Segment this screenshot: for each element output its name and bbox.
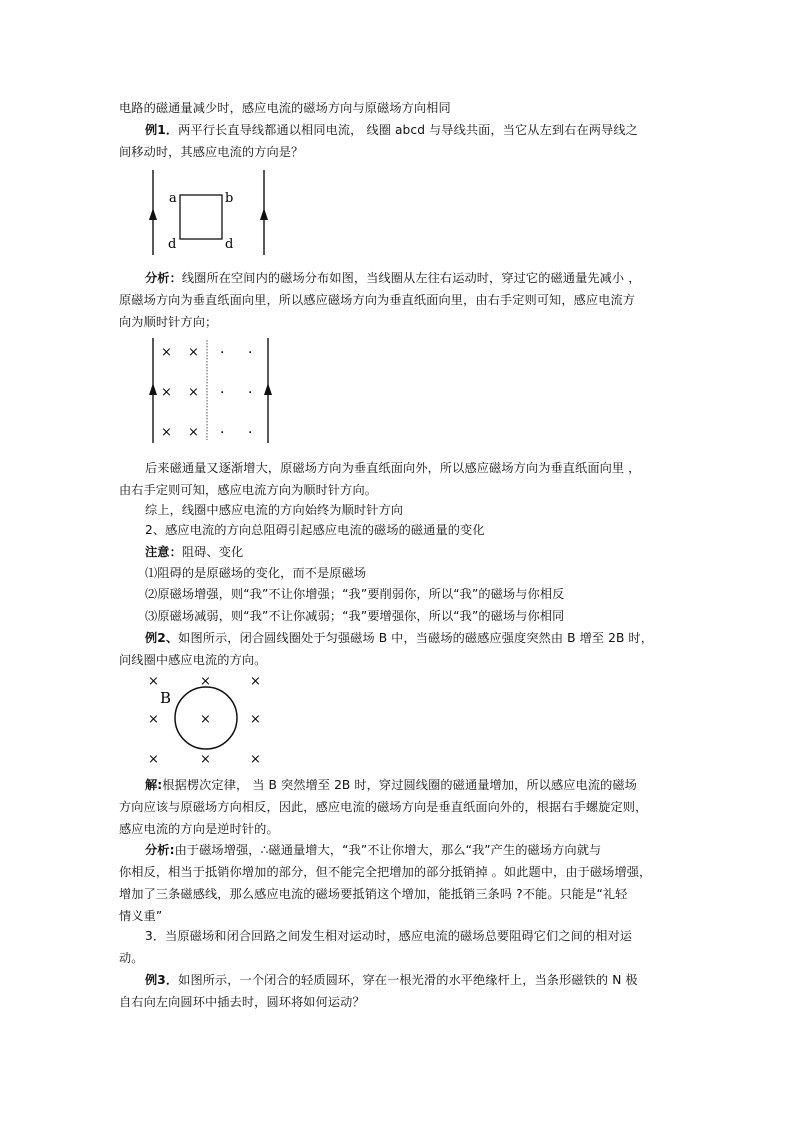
example-label: 例3． bbox=[145, 973, 179, 987]
text-line: 动。 bbox=[119, 951, 144, 965]
dot-mark: · bbox=[220, 345, 225, 361]
analysis-2: 分析:由于磁场增强，∴磁通量增大，“我”不让你增大，那么“我”产生的磁场方向就与 bbox=[145, 843, 602, 857]
figure-two-wires-coil bbox=[140, 165, 280, 260]
dot-mark: · bbox=[248, 385, 253, 401]
text-line: 自右向左向圆环中插去时，圆环将如何运动？ bbox=[119, 995, 365, 1009]
cross-mark: × bbox=[161, 345, 172, 360]
text-line: 综上，线圈中感应电流的方向始终为顺时针方向 bbox=[145, 503, 404, 517]
text-line: ⑵原磁场增强，则“我”不让你增强；“我”要削弱你，所以“我”的磁场与你相反 bbox=[145, 587, 565, 601]
solution: 解:根据楞次定律， 当 B 突然增至 2B 时，穿过圆线圈的磁通量增加，所以感应电流的磁场 bbox=[145, 778, 637, 792]
dot-mark: · bbox=[248, 345, 253, 361]
cross-mark: × bbox=[250, 752, 261, 767]
cross-mark: × bbox=[188, 425, 199, 440]
example-label: 例1． bbox=[145, 123, 179, 137]
dot-mark: · bbox=[248, 425, 253, 441]
corner-label-a: a bbox=[169, 191, 177, 206]
example-2: 例2、如图所示，闭合圆线圈处于匀强磁场 B 中，当磁场的磁感应强度突然由 B 增至 2B 时， bbox=[145, 631, 654, 645]
corner-label-d: d bbox=[225, 237, 234, 252]
text-line: 向为顺时针方向； bbox=[119, 315, 218, 329]
text-line: 原磁场方向为垂直纸面向里，所以感应磁场方向为垂直纸面向里，由右手定则可知，感应电流方 bbox=[119, 293, 636, 307]
cross-mark: × bbox=[148, 712, 159, 727]
text-line: 方向应该与原磁场方向相反，因此，感应电流的磁场方向是垂直纸面向外的，根据右手螺旋定则， bbox=[119, 800, 648, 814]
example-label: 例2、 bbox=[145, 631, 179, 645]
cross-mark: × bbox=[161, 425, 172, 440]
example-1: 例1．两平行长直导线都通以相同电流， 线圈 abcd 与导线共面，当它从左到右在两导线之 bbox=[145, 123, 638, 137]
solution-label: 解: bbox=[145, 778, 163, 792]
text-line: ⑶原磁场减弱，则“我”不让你减弱；“我”要增强你，所以“我”的磁场与你相同 bbox=[145, 609, 565, 623]
text-line: 问线圈中感应电流的方向。 bbox=[119, 653, 267, 667]
cross-mark: × bbox=[250, 674, 261, 689]
text-line: 2、感应电流的方向总阻碍引起感应电流的磁场的磁通量的变化 bbox=[145, 523, 485, 537]
analysis-label: 分析： bbox=[145, 271, 182, 285]
text-line: 间移动时，其感应电流的方向是？ bbox=[119, 145, 304, 159]
figure-field-distribution bbox=[140, 335, 280, 445]
figure-circular-coil bbox=[140, 668, 280, 768]
dot-mark: · bbox=[220, 385, 225, 401]
cross-mark: × bbox=[188, 385, 199, 400]
example-3: 例3．如图所示，一个闭合的轻质圆环，穿在一根光滑的水平绝缘杆上，当条形磁铁的 N 极 bbox=[145, 973, 638, 987]
text-line: 增加了三条磁感线，那么感应电流的磁场要抵销这个增加，能抵销三条吗 ?不能。只能是“礼轻 bbox=[119, 887, 628, 901]
cross-mark: × bbox=[200, 674, 211, 689]
text-line: 由右手定则可知，感应电流方向为顺时针方向。 bbox=[119, 483, 378, 497]
corner-label-b: b bbox=[225, 191, 234, 206]
text-line: 情义重” bbox=[119, 909, 163, 923]
text-line: ⑴阻碍的是原磁场的变化，而不是原磁场 bbox=[145, 566, 367, 580]
cross-mark: × bbox=[148, 752, 159, 767]
dot-mark: · bbox=[220, 425, 225, 441]
cross-mark: × bbox=[200, 712, 211, 727]
text-line: 后来磁通量又逐渐增大，原磁场方向为垂直纸面向外，所以感应磁场方向为垂直纸面向里 ， bbox=[145, 461, 641, 475]
cross-mark: × bbox=[148, 674, 159, 689]
text-line: 感应电流的方向是逆时针的。 bbox=[119, 822, 279, 836]
text-line: 电路的磁通量减少时，感应电流的磁场方向与原磁场方向相同 bbox=[119, 101, 451, 115]
cross-mark: × bbox=[188, 345, 199, 360]
cross-mark: × bbox=[161, 385, 172, 400]
note-label: 注意： bbox=[145, 545, 182, 559]
cross-mark: × bbox=[250, 712, 261, 727]
analysis-label: 分析: bbox=[145, 843, 175, 857]
text-line: 3．当原磁场和闭合回路之间发生相对运动时，感应电流的磁场总要阻碍它们之间的相对运 bbox=[145, 929, 633, 943]
cross-mark: × bbox=[200, 752, 211, 767]
field-label-b: B bbox=[160, 689, 172, 707]
note: 注意：阻碍、变化 bbox=[145, 545, 244, 559]
corner-label-c: d bbox=[168, 237, 177, 252]
analysis-1: 分析：线圈所在空间内的磁场分布如图，当线圈从左往右运动时，穿过它的磁通量先减小 ， bbox=[145, 271, 641, 285]
text-line: 你相反，相当于抵销你增加的部分，但不能完全把增加的部分抵销掉 。如此题中，由于磁场增强， bbox=[119, 865, 652, 879]
